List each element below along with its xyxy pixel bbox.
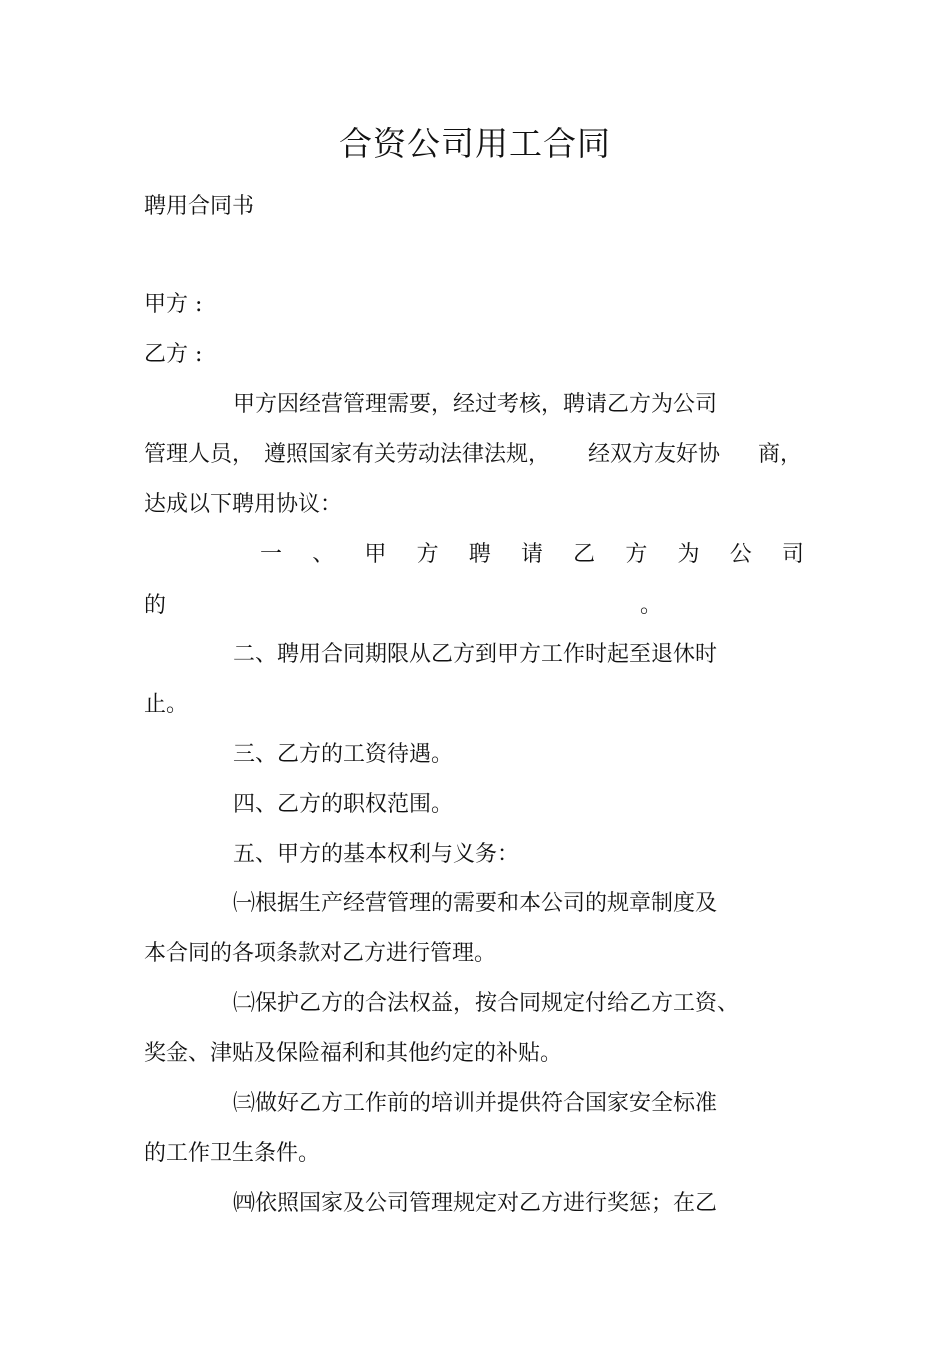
- item-3-line-1: ㈢做好乙方工作前的培训并提供符合国家安全标准: [233, 1091, 718, 1116]
- intro-line-2d: 商，: [758, 442, 803, 467]
- party-b-label: 乙方 :: [144, 342, 203, 367]
- clause-1-line-2b: 。: [640, 593, 663, 618]
- item-2-line-2: 奖金、津贴及保险福利和其他约定的补贴。: [144, 1041, 563, 1066]
- clause-1-char: 乙: [573, 542, 596, 567]
- clause-1-char: 公: [729, 542, 752, 567]
- item-3-line-2: 的工作卫生条件。: [144, 1141, 321, 1166]
- clause-2-line-2: 止。: [144, 692, 189, 717]
- item-1-line-2: 本合同的各项条款对乙方进行管理。: [144, 941, 497, 966]
- clause-1-line-2a: 的: [144, 593, 167, 618]
- item-4-line-1: ㈣依照国家及公司管理规定对乙方进行奖惩；在乙: [233, 1191, 718, 1216]
- document-subtitle: 聘用合同书: [144, 194, 255, 219]
- intro-line-2b: 遵照国家有关劳动法律法规，: [264, 442, 551, 467]
- clause-1-char: 、: [312, 542, 335, 567]
- document-title: 合资公司用工合同: [339, 124, 611, 163]
- clause-1-char: 一: [260, 542, 283, 567]
- clause-4: 四、乙方的职权范围。: [233, 792, 454, 817]
- clause-2-line-1: 二、聘用合同期限从乙方到甲方工作时起至退休时: [233, 642, 718, 667]
- intro-line-1: 甲方因经营管理需要，经过考核，聘请乙方为公司: [233, 392, 718, 417]
- clause-1-line-1: [260, 540, 804, 570]
- clause-1-char: 方: [416, 542, 439, 567]
- clause-1-char: 请: [520, 542, 543, 567]
- clause-3: 三、乙方的工资待遇。: [233, 742, 454, 767]
- clause-1-char: 为: [677, 542, 700, 567]
- intro-line-2c: 经双方友好协: [588, 442, 721, 467]
- clause-1-char: 甲: [364, 542, 387, 567]
- clause-5: 五、甲方的基本权利与义务：: [233, 842, 520, 867]
- party-a-label: 甲方 :: [144, 292, 203, 317]
- item-2-line-1: ㈡保护乙方的合法权益，按合同规定付给乙方工资、: [233, 991, 740, 1016]
- clause-1-char: 司: [781, 542, 804, 567]
- clause-1-char: 方: [625, 542, 648, 567]
- clause-1-char: 聘: [468, 542, 491, 567]
- intro-line-3: 达成以下聘用协议：: [144, 492, 343, 517]
- intro-line-2a: 管理人员，: [144, 442, 255, 467]
- item-1-line-1: ㈠根据生产经营管理的需要和本公司的规章制度及: [233, 891, 718, 916]
